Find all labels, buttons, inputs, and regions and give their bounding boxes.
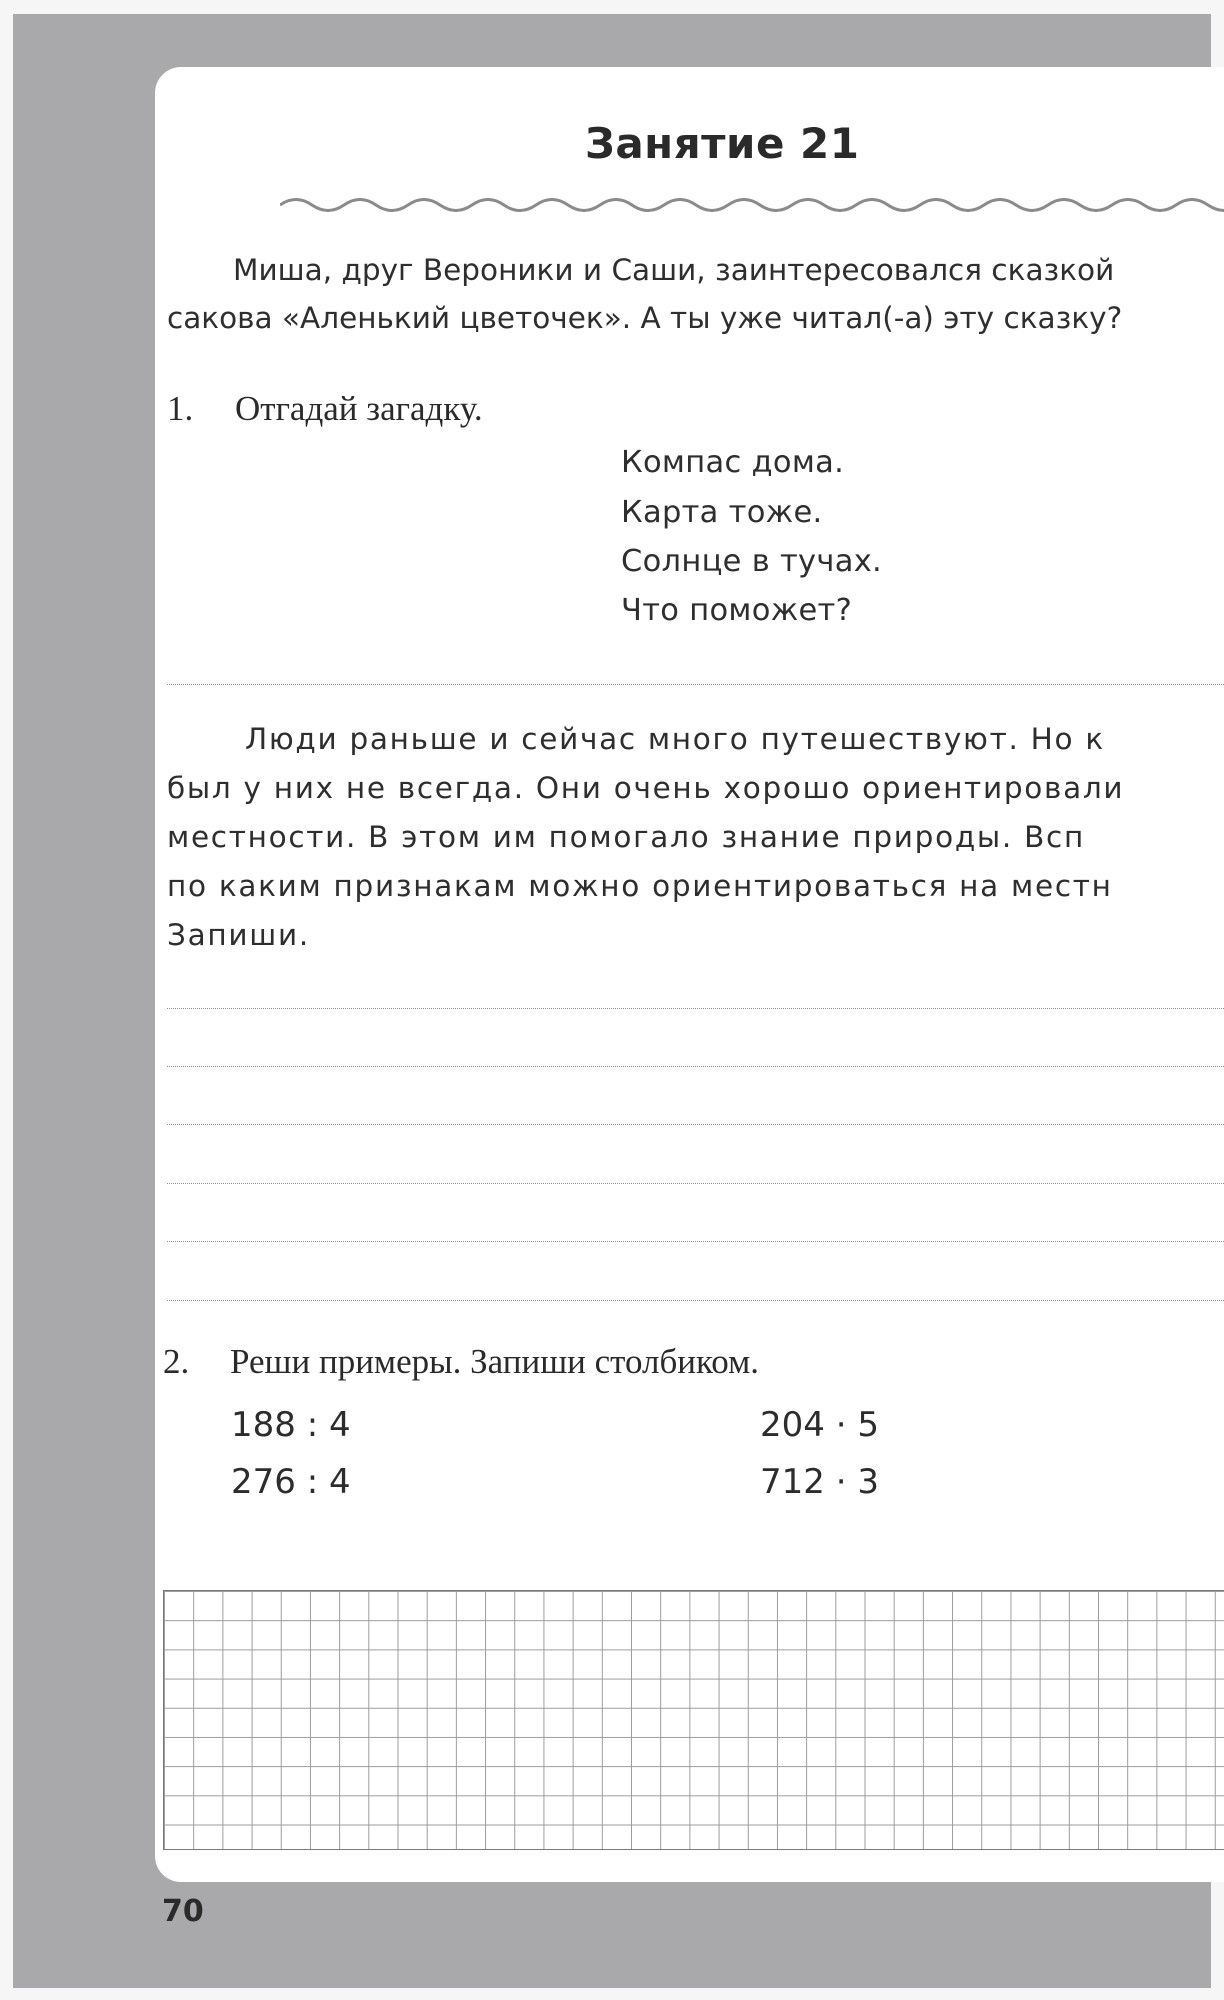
paragraph-line-3: местности. В этом им помогало знание природы. Всп: [167, 820, 1085, 854]
example-left-2: 276 : 4: [231, 1462, 351, 1502]
riddle-line-1: Компас дома.: [621, 445, 845, 480]
paragraph-line-2: был у них не всегда. Они очень хорошо ориентировали: [167, 771, 1125, 805]
paragraph-line-1: Люди раньше и сейчас много путешествуют. Но к: [245, 722, 1105, 756]
task1-number: 1.: [167, 389, 194, 428]
intro-line-1: Миша, друг Вероники и Саши, заинтересовался сказкой: [233, 253, 1115, 287]
task2-prompt: Реши примеры. Запиши столбиком.: [230, 1342, 759, 1381]
intro-line-2: сакова «Аленький цветочек». А ты уже читал(-а) эту сказку?: [167, 301, 1123, 335]
answer-line-4[interactable]: [167, 1183, 1224, 1184]
squared-answer-grid[interactable]: [163, 1590, 1224, 1850]
paragraph-line-5: Запиши.: [167, 918, 310, 952]
answer-line-riddle[interactable]: [167, 684, 1224, 685]
page-number: 70: [162, 1894, 204, 1929]
paragraph-line-4: по каким признакам можно ориентироваться на местн: [167, 869, 1113, 903]
riddle-line-4: Что поможет?: [621, 593, 853, 628]
answer-line-3[interactable]: [167, 1124, 1224, 1125]
task2-number: 2.: [163, 1342, 190, 1381]
lesson-title: Занятие 21: [585, 119, 860, 168]
example-left-1: 188 : 4: [231, 1405, 351, 1445]
answer-line-2[interactable]: [167, 1066, 1224, 1067]
workbook-page: [155, 67, 1224, 1882]
example-right-1: 204 · 5: [760, 1405, 879, 1445]
wavy-divider: [280, 192, 1224, 218]
riddle-line-2: Карта тоже.: [621, 495, 823, 530]
answer-line-6[interactable]: [167, 1300, 1224, 1301]
example-right-2: 712 · 3: [760, 1462, 879, 1502]
answer-line-1[interactable]: [167, 1008, 1224, 1009]
riddle-line-3: Солнце в тучах.: [621, 544, 883, 579]
task1-prompt: Отгадай загадку.: [235, 389, 483, 428]
answer-line-5[interactable]: [167, 1241, 1224, 1242]
